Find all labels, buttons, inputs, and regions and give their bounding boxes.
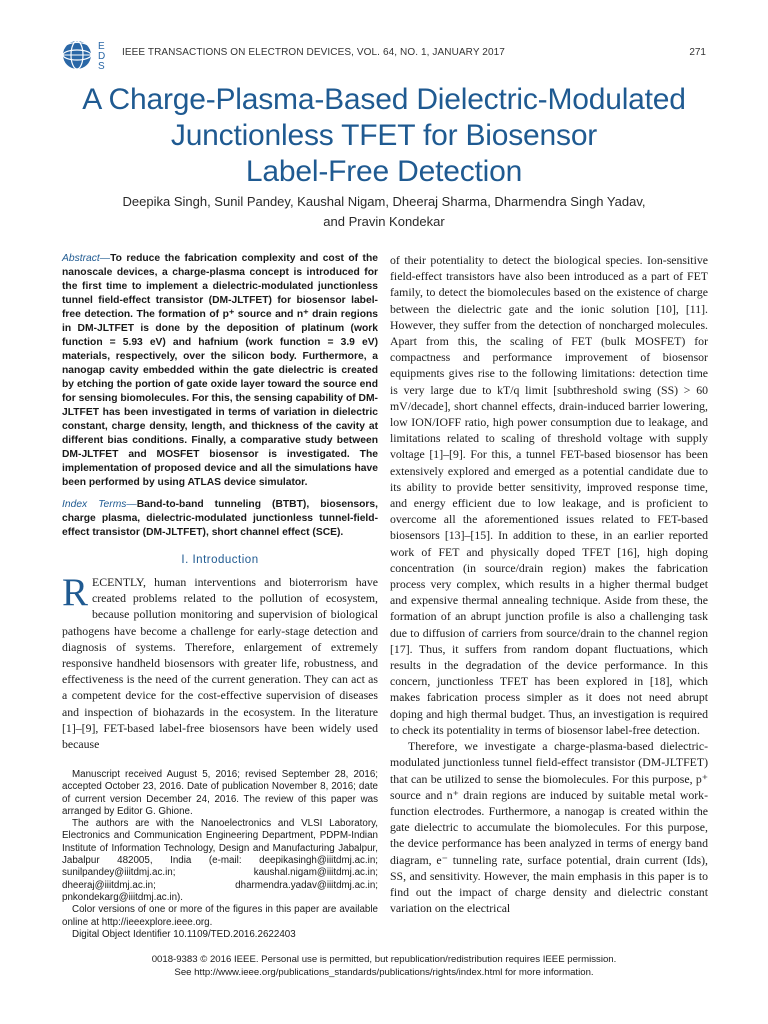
page-number: 271	[689, 47, 706, 58]
paper-title	[40, 82, 728, 190]
drop-cap: R	[62, 571, 89, 614]
abstract-text: To reduce the fabrication complexity and cost of the nanoscale devices, a charge-plasma concept is introduced for the first time to implement a dielectric-modulated junctionless tunnel field-effect transistor (DM-JLTFET) for biosensor label-free detection. The formation of p⁺ source and n⁺ drain regions in DM-JLTFET is done by the deposition of platinum (work function = 5.93 eV) and hafnium (work function = 3.9 eV) materials, respectively, over the silicon body. Furthermore, a nanogap cavity embedded within the gate dielectric is created by etching the portion of gate oxide layer toward the source end for sensing biomolecules. For this, the sensing capability of DM-JLTFET has been investigated in terms of variation in dielectric constant, charge density, length, and thickness of the cavity at different bias conditions. Finally, a comparative study between DM-JLTFET and MOSFET biosensor is investigated. The implementation of proposed device and all the simulations have been performed by using ATLAS device simulator.	[62, 253, 378, 488]
footnote-received: Manuscript received August 5, 2016; revised September 28, 2016; accepted October 23, 2016. Date of publication November 8, 2016; date of current version December 24, 2016. The review of this paper was arranged by Editor G. Ghione.	[62, 769, 378, 817]
body-paragraph: of their potentiality to detect the biological species. Ion-sensitive field-effect transistors have also been introduced as a part of FET family, to detect the biomolecules based on the existence of charge between the dielectric gate and the ionic solution [10], [11]. However, they suffer from the detection of noncharged molecules. Apart from this, the scaling of FET (bulk MOSFET) for compactness and performance improvement of biosensor equipments gives rise to the following limitations: detection time is very large due to kT/q limit [subthreshold swing (SS) > 60 mV/decade], short channel effects, drain-induced barrier lowering, low ION/IOFF ratio, high power consumption due to leakage, and limitations related to scaling of threshold voltage with supply voltage [1]–[9]. For this, a tunnel FET-based biosensor has been extensively explored and emerged as a potential candidate due to its ability to provide better sensitivity, improved response time, and energy efficient due to low leakage, and is proficient to overcome all the aforementioned issues related to FET-based biosensors [13]–[15]. In addition to these, in an earlier reported work of FET and physically doped TFET [16], high doping concentration (in source/drain region) makes the fabrication process very complex, which results in a higher thermal budget and expensive thermal annealing technique. Aside from these, the formation of an abrupt junction profile is also a challenging task due to diffusion of carriers from source/drain to the channel region [17]. Thus, it suffers from random dopant fluctuations, which results in the degradation of the device performance. In this concern, junctionless TFET has been explored in [18], which makes fabrication process simpler as it does not need abrupt doping and high thermal budget. Thus, an investigation is required to check its potentiality in terms of biosensor label-free detection.	[390, 253, 708, 737]
right-column	[390, 252, 708, 916]
footnote-affiliation: The authors are with the Nanoelectronics and VLSI Laboratory, Electronics and Communication Engineering Department, PDPM-Indian Institute of Information Technology, Design and Manufacturing Jabalpur, Jabalpur 482005, India (e-mail: deepikasingh@iiitdmj.ac.in; sunilpandey@iiitdmj.ac.in; kaushal.nigam@iiitdmj.ac.in; dheeraj@iiitdmj.ac.in; dharmendra.yadav@iiitdmj.ac.in; pnkondekarg@iiitdmj.ac.in).	[62, 818, 378, 903]
title-line: A Charge-Plasma-Based Dielectric-Modulated	[82, 83, 686, 116]
journal-citation: IEEE TRANSACTIONS ON ELECTRON DEVICES, VOL. 64, NO. 1, JANUARY 2017	[122, 47, 505, 58]
author-line: Deepika Singh, Sunil Pandey, Kaushal Nigam, Dheeraj Sharma, Dharmendra Singh Yadav,	[122, 194, 646, 209]
section-heading-introduction: I. Introduction	[181, 554, 259, 566]
left-column	[62, 252, 378, 752]
footnote-doi: Digital Object Identifier 10.1109/TED.2016.2622403	[72, 928, 296, 940]
footnote-color-note: Color versions of one or more of the figures in this paper are available online at http://ieeexplore.ieee.org.	[62, 904, 378, 928]
title-line: Label-Free Detection	[245, 155, 523, 188]
title-line: Junctionless TFET for Biosensor	[170, 119, 598, 152]
logo-letter-d: D	[98, 51, 106, 62]
body-paragraph: Therefore, we investigate a charge-plasma-based dielectric-modulated junctionless tunnel field-effect transistor (DM-JLTFET) that can be utilized to sense the biomolecules. For this purpose, p⁺ source and n⁺ drain regions are induced by suitable metal work-function electrodes. Furthermore, a nanogap is created within the gate dielectric to accumulate the biomolecules. For this purpose, the device performance has been analyzed in terms of energy band diagram, e⁻ tunneling rate, surface potential, drain current (Ids), SS, and sensitivity. However, the main emphasis in this paper is to find out the impact of charge density and dielectric constant variation on the electrical	[390, 739, 708, 916]
logo-letter-e: E	[98, 41, 105, 52]
copyright-line: See http://www.ieee.org/publications_standards/publications/rights/index.html for more information.	[174, 967, 594, 978]
abstract-label: Abstract—	[62, 253, 111, 264]
author-list	[60, 192, 708, 232]
copyright-line: 0018-9383 © 2016 IEEE. Personal use is permitted, but republication/redistribution requires IEEE permission.	[151, 954, 617, 965]
copyright-notice	[40, 953, 728, 979]
index-terms	[62, 498, 378, 540]
index-terms-text: Band-to-band tunneling (BTBT), biosensors, charge plasma, dielectric-modulated junctionless tunnel-field-effect transistor (DM-JLTFET), short channel effect (SCE).	[62, 499, 378, 538]
index-terms-label: Index Terms—	[62, 499, 137, 510]
logo-letter-s: S	[98, 61, 105, 72]
author-line: and Pravin Kondekar	[323, 214, 445, 229]
manuscript-footnote	[62, 769, 378, 941]
intro-paragraph-text: ECENTLY, human interventions and bioterrorism have created problems related to the pollution of ecosystem, because pollution monitoring and supervision of biological pathogens have become a challenge for early-stage detection and diagnosis of systems. Therefore, enlargement of extremely responsive handheld biosensors with greater life, robustness, and effectiveness is the need of the current generation. They can act as a competent device for the cost-effective supervision of diseases and inspection of biohazards in the ecosystem. In the literature [1]–[9], FET-based label-free biosensors have been widely used because	[62, 575, 378, 752]
ieee-eds-logo-icon	[60, 38, 116, 72]
intro-paragraph	[62, 571, 378, 752]
abstract	[62, 252, 378, 490]
